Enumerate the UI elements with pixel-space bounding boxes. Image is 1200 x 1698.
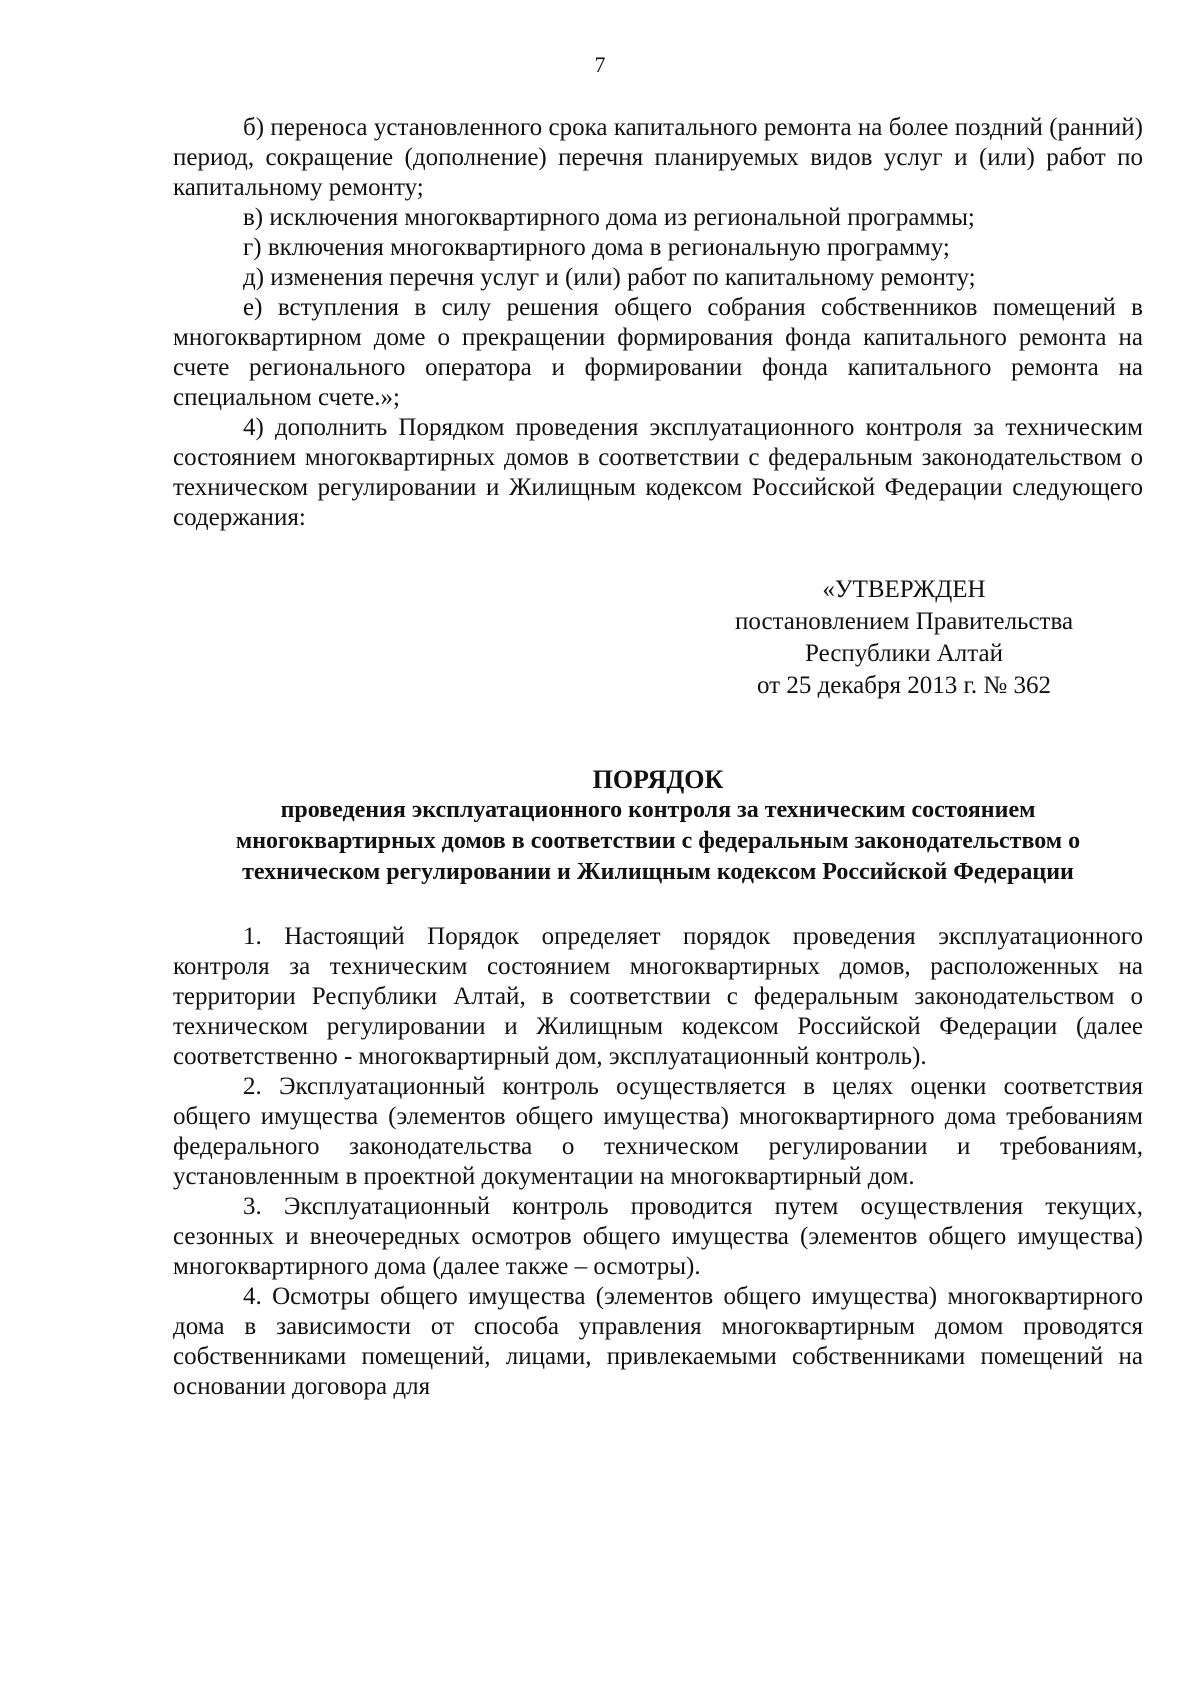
clause: 1. Настоящий Порядок определяет порядок проведения эксплуатационного контроля за техническим состоянием многоквартирных домов, расположенных на территории Республики Алтай, в соответствии с федеральным законодательством о техническом регулировании и Жилищным кодексом Российской Федерации (далее соответственно - многоквартирный дом, эксплуатационный контроль). — [173, 923, 1143, 1070]
document-title — [173, 764, 1143, 888]
clause: 3. Эксплуатационный контроль проводится путем осуществления текущих, сезонных и внеочередных осмотров общего имущества (элементов общего имущества) многоквартирного дома (далее также – осмотры). — [173, 1193, 1143, 1280]
clause: 2. Эксплуатационный контроль осуществляется в целях оценки соответствия общего имущества (элементов общего имущества) многоквартирного дома требованиям федерального законодательства о техническом регулировании и требованиям, установленным в проектной документации на многоквартирный дом. — [173, 1073, 1143, 1190]
list-item: е) вступления в силу решения общего собрания собственников помещений в многоквартирном доме о прекращении формирования фонда капитального ремонта на счете регионального оператора и формировании фонда капитального ремонта на специальном счете.»; — [173, 294, 1143, 411]
amendment-list — [173, 113, 1143, 533]
title-subtitle: проведения эксплуатационного контроля за техническим состоянием многоквартирных домов в соответствии с федеральным законодательством о техническом регулировании и Жилищным кодексом Российской Федерации — [235, 797, 1081, 885]
list-item: в) исключения многоквартирного дома из региональной программы; — [243, 204, 975, 231]
approval-line: постановлением Правительства — [734, 608, 1074, 635]
clause: 4. Осмотры общего имущества (элементов общего имущества) многоквартирного дома в зависимости от способа управления многоквартирным домом проводятся собственниками помещений, лицами, привлекаемыми собственниками помещений на основании договора для — [173, 1283, 1143, 1400]
approval-line: «УТВЕРЖДЕН — [822, 576, 986, 603]
clauses-section — [173, 922, 1143, 1402]
list-item: д) изменения перечня услуг и (или) работ по капитальному ремонту; — [243, 264, 976, 291]
approval-block — [693, 574, 1115, 702]
list-item: г) включения многоквартирного дома в региональную программу; — [243, 234, 950, 261]
title-heading: ПОРЯДОК — [592, 765, 724, 794]
approval-line: от 25 декабря 2013 г. № 362 — [756, 672, 1052, 699]
list-item: 4) дополнить Порядком проведения эксплуатационного контроля за техническим состоянием многоквартирных домов в соответствии с федеральным законодательством о техническом регулировании и Жилищным кодексом Российской Федерации следующего содержания: — [173, 414, 1143, 531]
list-item: б) переноса установленного срока капитального ремонта на более поздний (ранний) период, сокращение (дополнение) перечня планируемых видов услуг и (или) работ по капитальному ремонту; — [173, 114, 1143, 201]
approval-line: Республики Алтай — [805, 640, 1003, 667]
document-body — [173, 113, 1143, 1402]
page-number: 7 — [594, 52, 606, 77]
